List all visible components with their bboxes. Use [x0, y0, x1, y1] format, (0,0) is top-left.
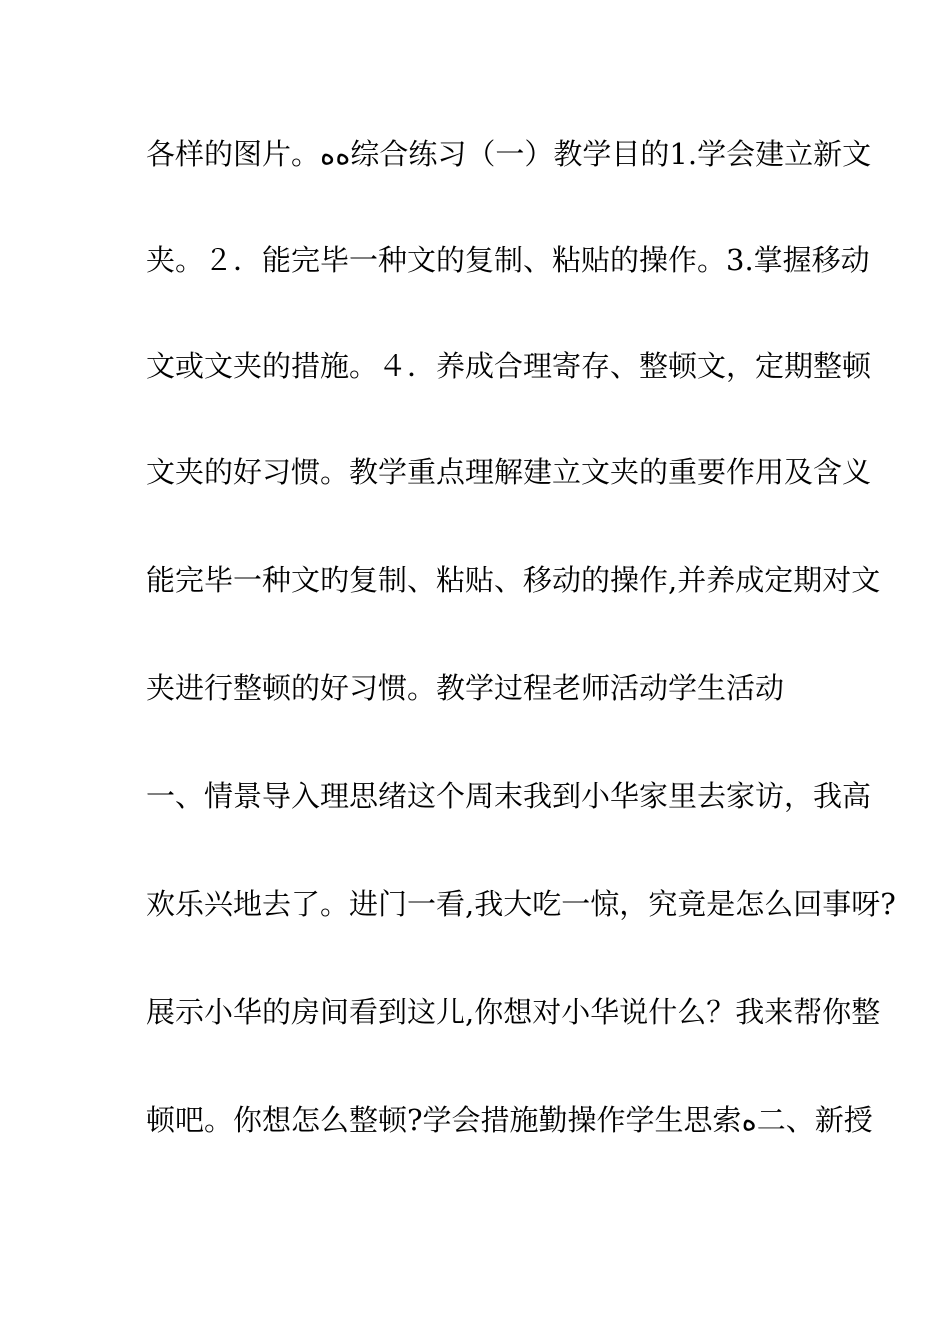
text-line-6: 夹进行整顿的好习惯。教学过程老师活动学生活动 — [146, 671, 785, 705]
text-line-4: 文夹的好习惯。教学重点理解建立文夹的重要作用及含义 — [146, 455, 872, 489]
text-line-5: 能完毕一种文旳复制、粘贴、移动的操作,并养成定期对文 — [146, 563, 881, 597]
text-line-9: 展示小华的房间看到这儿,你想对小华说什么？我来帮你整 — [146, 995, 881, 1029]
text-line-10: 顿吧。你想怎么整顿?学会措施勤操作学生思索ﻩ二、新授 — [146, 1103, 873, 1137]
text-line-2: 夹。２．能完毕一种文的复制、粘贴的操作。3.掌握移动 — [146, 243, 870, 277]
text-line-8: 欢乐兴地去了。进门一看,我大吃一惊，究竟是怎么回事呀? — [146, 887, 896, 921]
text-line-1: 各样的图片。ﻩﻩ综合练习（一）教学目的1.学会建立新文 — [146, 137, 872, 171]
text-line-7: 一、情景导入理思绪这个周末我到小华家里去家访，我高 — [146, 779, 872, 813]
text-line-3: 文或文夹的措施。４．养成合理寄存、整顿文，定期整顿 — [146, 349, 872, 383]
